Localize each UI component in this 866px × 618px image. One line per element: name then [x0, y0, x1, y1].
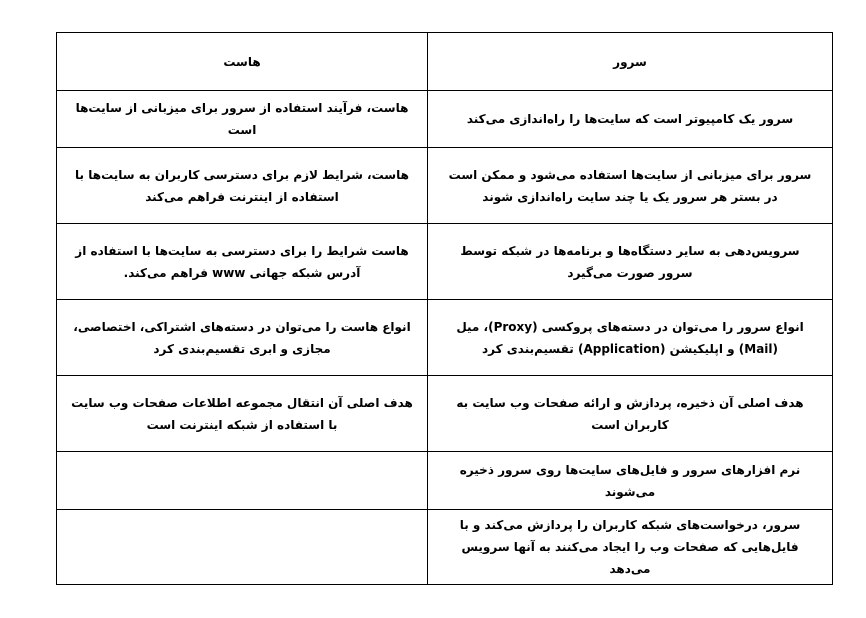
- table-row: [57, 148, 833, 224]
- table-row: [57, 224, 833, 300]
- host-cell-empty: [57, 510, 428, 585]
- header-host: هاست: [57, 33, 428, 91]
- server-cell: سرور برای میزبانی از سایت‌ها استفاده می‌شود و ممکن است در بستر هر سرور یک یا چند سایت راه‌اندازی شوند: [428, 148, 833, 224]
- table-row: [57, 91, 833, 148]
- server-cell: نرم افزارهای سرور و فایل‌های سایت‌ها روی سرور ذخیره می‌شوند: [428, 452, 833, 510]
- host-cell: هدف اصلی آن انتقال مجموعه اطلاعات صفحات وب سایت با استفاده از شبکه اینترنت است: [57, 376, 428, 452]
- server-cell: انواع سرور را می‌توان در دسته‌های پروکسی (Proxy)، میل (Mail) و اپلیکیشن (Application) تقسیم‌بندی کرد: [428, 300, 833, 376]
- table-row: [57, 452, 833, 510]
- table-row: [57, 510, 833, 585]
- host-cell-empty: [57, 452, 428, 510]
- table-row: [57, 376, 833, 452]
- server-cell: هدف اصلی آن ذخیره، پردازش و ارائه صفحات وب سایت به کاربران است: [428, 376, 833, 452]
- host-cell: هاست، شرایط لازم برای دسترسی کاربران به سایت‌ها با استفاده از اینترنت فراهم می‌کند: [57, 148, 428, 224]
- comparison-table: [56, 32, 833, 585]
- server-cell: سرور، درخواست‌های شبکه کاربران را پردازش می‌کند و با فایل‌هایی که صفحات وب را ایجاد می‌کنند به آنها سرویس می‌دهد: [428, 510, 833, 585]
- host-cell: هاست شرایط را برای دسترسی به سایت‌ها با استفاده از آدرس شبکه جهانی www فراهم می‌کند.: [57, 224, 428, 300]
- host-cell: انواع هاست را می‌توان در دسته‌های اشتراکی، اختصاصی، مجازی و ابری تقسیم‌بندی کرد: [57, 300, 428, 376]
- header-server: سرور: [428, 33, 833, 91]
- table-row: [57, 300, 833, 376]
- server-cell: سرویس‌دهی به سایر دستگاه‌ها و برنامه‌ها در شبکه توسط سرور صورت می‌گیرد: [428, 224, 833, 300]
- server-cell: سرور یک کامپیوتر است که سایت‌ها را راه‌اندازی می‌کند: [428, 91, 833, 148]
- host-cell: هاست، فرآیند استفاده از سرور برای میزبانی از سایت‌ها است: [57, 91, 428, 148]
- table-header-row: [57, 33, 833, 91]
